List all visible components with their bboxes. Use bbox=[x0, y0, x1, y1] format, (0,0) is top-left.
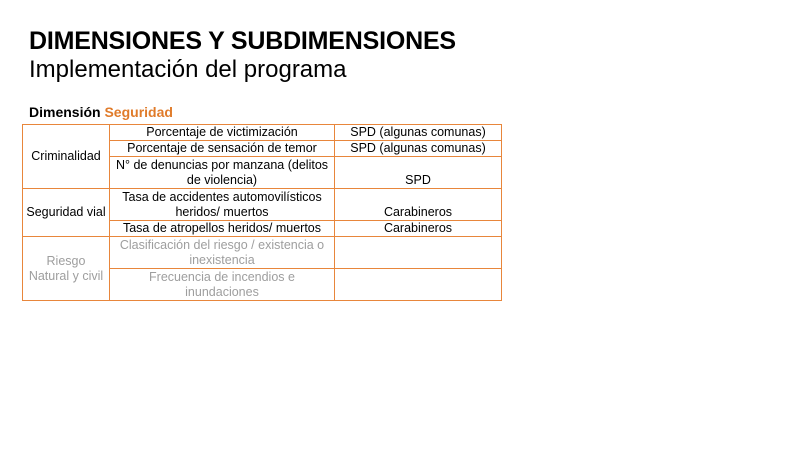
indicator-cell: Porcentaje de victimización bbox=[110, 125, 335, 141]
source-cell bbox=[335, 269, 502, 301]
subdimension-cell: Criminalidad bbox=[23, 125, 110, 189]
indicator-cell: Frecuencia de incendios e inundaciones bbox=[110, 269, 335, 301]
dimension-label: Dimensión bbox=[29, 104, 101, 120]
subdimension-cell: Riesgo Natural y civil bbox=[23, 237, 110, 301]
table-row bbox=[23, 125, 502, 141]
slide-title: DIMENSIONES Y SUBDIMENSIONES bbox=[29, 27, 456, 55]
table-row bbox=[23, 189, 502, 221]
subdimension-cell: Seguridad vial bbox=[23, 189, 110, 237]
source-cell bbox=[335, 237, 502, 269]
source-cell: SPD bbox=[335, 157, 502, 189]
table-row bbox=[23, 237, 502, 269]
indicator-cell: Porcentaje de sensación de temor bbox=[110, 141, 335, 157]
indicator-cell: Tasa de accidentes automovilísticos heridos/ muertos bbox=[110, 189, 335, 221]
indicator-cell: Tasa de atropellos heridos/ muertos bbox=[110, 221, 335, 237]
source-cell: Carabineros bbox=[335, 189, 502, 221]
indicator-cell: N° de denuncias por manzana (delitos de violencia) bbox=[110, 157, 335, 189]
indicator-cell: Clasificación del riesgo / existencia o inexistencia bbox=[110, 237, 335, 269]
dimension-heading bbox=[29, 104, 173, 120]
dimensions-table bbox=[22, 124, 502, 301]
source-cell: SPD (algunas comunas) bbox=[335, 125, 502, 141]
source-cell: Carabineros bbox=[335, 221, 502, 237]
dimension-name: Seguridad bbox=[104, 104, 173, 120]
slide-subtitle: Implementación del programa bbox=[29, 56, 347, 83]
source-cell: SPD (algunas comunas) bbox=[335, 141, 502, 157]
